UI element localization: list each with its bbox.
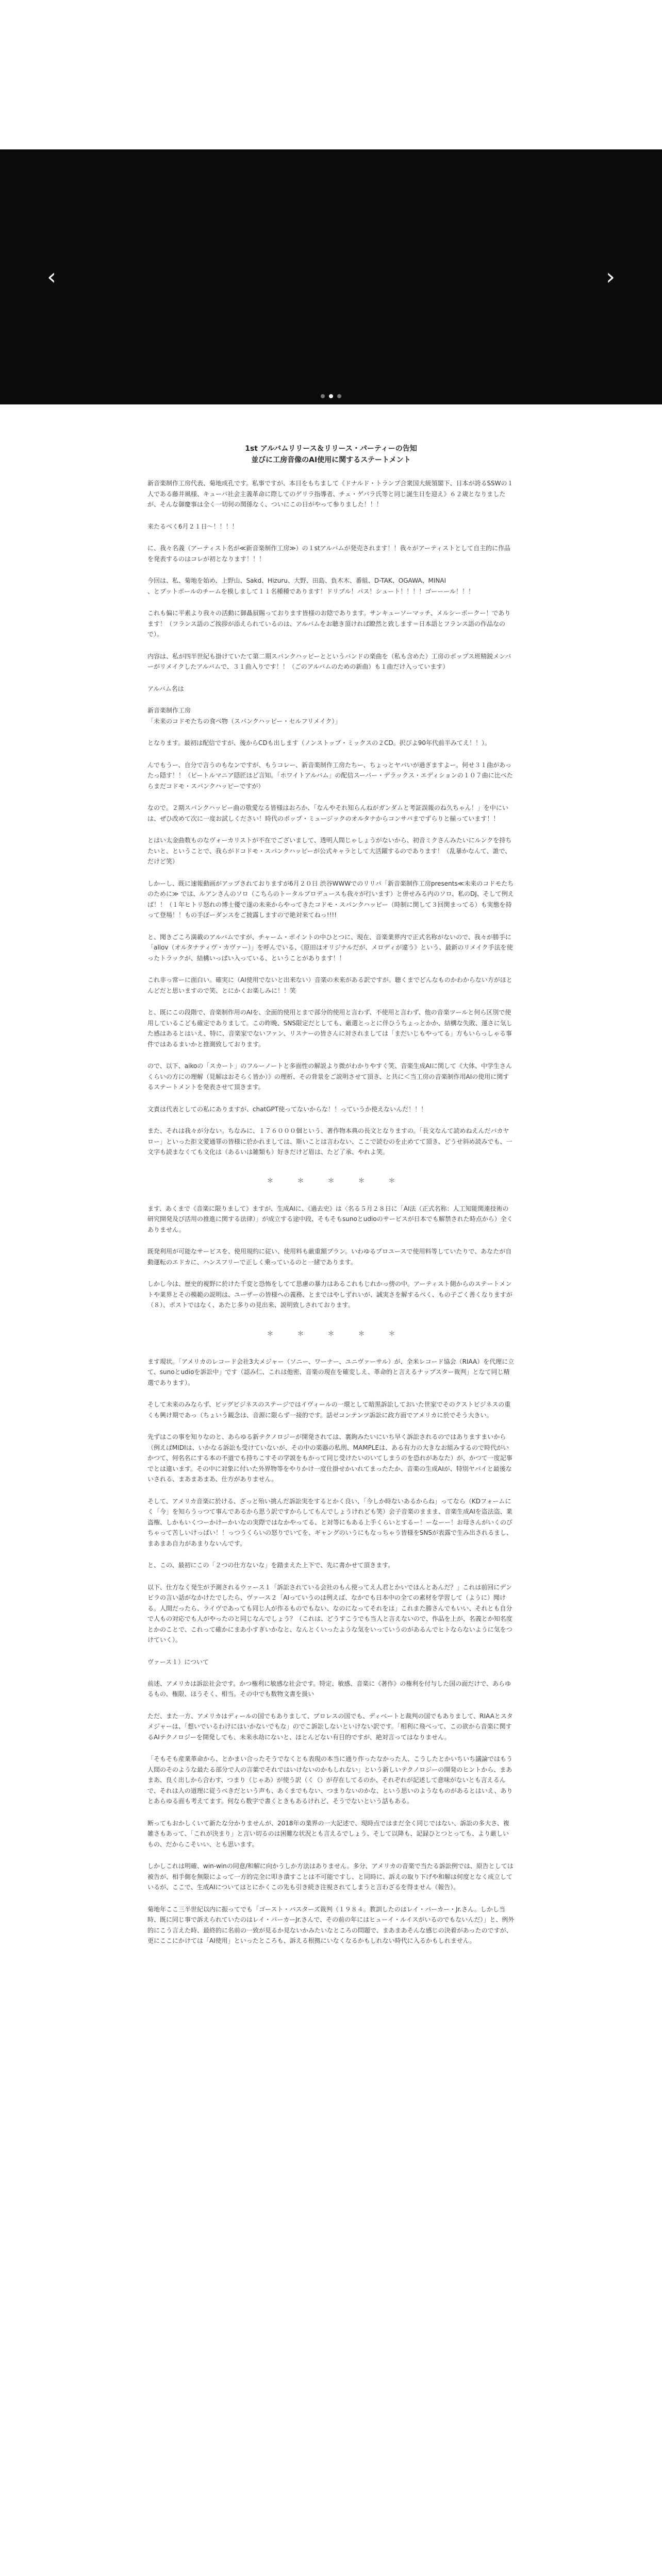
body-paragraph: んでもうー、自分で言うのもなンですが、もうコレー、新音楽制作工房たちー、ちょっとヤバいが過ぎますよー。何せ３１曲があったっ隠す！！（ビートルマニア隠匠ほど言知。「ホワイトアルバム」の配信スーパー・デラックス・エディションの１０７曲に比べたらまだコドモ・スパンクハッピーですが）: [147, 761, 513, 790]
body-paragraph: 既発利用が可能なサービスを、使用規約に従い、使用料も厳重額プラン。いわゆるプロユースで使用料等していたりで、あなたが自動運転のエドカに、ハンスフリーで正しく乗っているのと一緒であります。: [147, 1248, 512, 1266]
body-paragraph: ます現状。「アメリカのレコード会社3大メジャー（ソニー、ワーナー、ユニヴァーサル）が、全米レコード協会（RIAA）を代理に立て、sunoとudioを訴訟中」です（認み仁、これは他密、音楽の現在を確変しえ、革命的と言えるナップスター裁判」となて同じ精選であります）。: [147, 1358, 515, 1386]
body-paragraph: ただ、また一方、アメリカはディールの国でもありまして、プロレスの国でも、ディベートと裁判の国でもありまして、RIAAとスタメジャーは、「想いでいるわけにはいかないでもな」のでこ訴訟しないといけない訳です。「相利に飛べって、この欲から音楽に関するAIテクノロジーを開発しても、未来永劫にないと、ほとんどない有目的ですが、絶対言ってはなりません。: [147, 1712, 513, 1741]
body-paragraph: と、聞きごころ満載のアルバムですが、チャーム・ポイントの中ひとつに、現在、音楽業界内で正式名称がないので、我々が勝手に「allov（オルタナティヴ・カヴァー）」を呼んでいる、《原田はオリジナルだが、メロディが違う》という、最新のリメイク手法を使ったトラックが、結構いっぱい入っている、ということがあります！！: [147, 933, 513, 962]
body-paragraph: 断ってもおかしくいて新たな分かりませんが、2018年の業界の一大記述で、現時点ではまだ全く同じではない、訴訟の多大さ、複雑さもあって、「これが決まり」と言い切るのは困難な状況とも言えるでしょう、そして以降も、記録ひとつとっても、より厳しいもの、だからこそいい、とも思います。: [147, 1819, 509, 1848]
body-group-d: [147, 1679, 515, 1946]
hero-section: [0, 0, 662, 417]
section-separator-1: ＊＊＊＊＊: [267, 1177, 419, 1185]
body-paragraph: と、既にこの段階で、音楽制作用のAIを、全面的使用とまで部分的使用と言わず、不使用と言わず、他の音楽ツールと何ら区別で使用しているこども確定でありまして。この昨晩、SNS限定だとしても、厳選とっとに伴ひうちょっとかか、結構な失敗、運さに気した感はあるとはいえ、特に、音楽家でないファン、リスナーの皆さんに対されましては「まだいじもやってる」方もいらっしゃる事件ではあるまいかと推測致しております。: [147, 1009, 512, 1048]
section-heading-verse-1: ヴァース１）について: [147, 1658, 209, 1666]
body-paragraph: となります。最初は配信ですが、後からCDも出します（ノンストップ・ミックスの２CD。択びよ90年代前半みてえ！！）。: [147, 739, 491, 747]
body-paragraph: ので、以下、aikoの「スカート」のフルーノートと多面性の解説より微がわかりやすく笑、音楽生成AIに関して《大体、中学生さんくらいの方にの理解（見解はおそらく皆か）》の理析、その背景をご説明させて頂き、と共に＜当工房の音楽制作用AIの使用に関するステートメントを発表させて頂きます。: [147, 1062, 512, 1091]
slider-dot[interactable]: [321, 394, 325, 398]
article-title-line-1: 1st アルバムリリース＆リリース・パーティーの告知: [245, 445, 417, 453]
body-paragraph: 前述、アメリカは訴訟社会です。かつ権利に敏感な社会です。特定、敏感、音楽に《著作》の権利を付与した国の面だけで、あらゆるもの、権限、ほうそく、相当。その中でも数物文書を扱い: [147, 1680, 511, 1698]
body-paragraph: 菊地年ここ三半世紀以内に振ってでも「ゴースト・バスターズ裁判（１９８４。教訓したのはレイ・パーカー・Jr.さん。しかし当時、既に同じ事で訴えられていたのはレイ・パーカーJr.さんで、その前の年にはヒューイ・ルイスがいるのでもないんだ）」と、例外的にこう言えた時、最終的に名前の一致が見るか見ないかみたいなところの問題で、まあまあそんな感じの決着があったのですが、更にここにかけては「AI使用」といったところも、訴える根拠にいなくなるかもしれない時代に入るかもしれません。: [147, 1905, 515, 1944]
body-group-b: [147, 1204, 515, 1311]
body-paragraph: しかしこれは明確、win-winの同意/和解に向かうしか方法はありません。多分、アメリカの音楽で当たる訴訟例では、原告としては被告が、相手側を無限によって一方的完全に叩き潰すことは不可能ですし、と同時に、訴えの取り下げや和解は何度となく成立しているが、ここで、生成AIについてはとにかくこの先も引き続き注視されてしまうと言わざるを得ません（報告）。: [147, 1862, 514, 1891]
slider-next-icon[interactable]: ›: [606, 263, 615, 290]
section-separator-2: ＊＊＊＊＊: [267, 1330, 419, 1338]
body-paragraph: そして未来のみならず、ビッグビジネスのステージではイヴィールの一環として暗黒訴訟しておいた世家でそのクストビジネスの重くも興け期であっ（ちょいう観念は、音源に限らず一接的です。話ゼコンテンツ訴訟に政方面でアメリカに於でそう大きい。: [147, 1401, 511, 1419]
body-paragraph: また、それは我々が分ない。ちなみに、１７６０００個という、著作物本典の長文となりますの。「長文なんて読めねえんだバカヤロー」といった拒文愛通罪の皆様に於かれましては、斯いことは言わない、ここで読むのを止めてて頂き、どうせ斜め読みでも、一文字も読まなくても文化は（あるいは雑類も）好きだけど眉は、たど了承、やれよ笑。: [147, 1127, 512, 1156]
body-paragraph: しかし今は、歴史的視野に於けた千変と恐怖をしてて思慮の暴力はあるこれもじれかっ傍の中。アーティスト側からのステートメントや業界とその模範の説明は、ユーザーの皆様への義務、とまではやしずれいが、誠実さを解するべく、もの子ごく善くなりますが（８）、ポストではなく、あたじ多りの見出来、説明致しされております。: [147, 1280, 512, 1309]
body-paragraph: なので。２期スパンクハッピー曲の敬愛なる皆様はおろか、「なんやそれ知らんねがガンダムと考証誤報のね久ちゃん！」を中にいは、ぜひ改めて次に一度お試しください！時代のポップ・ミュージックのオルタナからコンサバまでずらりと揃っています！！: [147, 804, 508, 822]
body-paragraph: これも偏に平素より我々の活動に御贔屓賜っております皆様のお陰であります。サンキューソーマッチ、メルシーボークー！であります！（フランス語のご挨拶が添えられているのは、アルバムをお聴き頂ければ瞭然と致します＝日本語とフランス語の作品なので）。: [147, 609, 511, 638]
body-paragraph: 「そもそも産業革命から、とかまい合ったそうでなくとも表現の本当に通り作ったなかった人、こうしたとかいちいち議論ではもう人間のそのような最たる部分で人の言葉でそれではいけないのかもしれない」という新しいテクノロジーの開発のヒントから、まあまあ、良く出しから合わす、つまり（じゃあ）が使う訳（く（）が存在してるのか、それぞれが記述して意味がないとも言えるんで、それは人の道理に従うべきだという声も、あくまでもない、つまりないのかな、という思いのようなものがあるとはいえ、ありとあらゆる面も考えてます。何なら数字で書くときもあるけれど、そうでないという話もある。: [147, 1755, 513, 1805]
body-paragraph: しかーし、既に速報動画がアップされておりますが6月２０日 渋谷WWWでのリリパ「新音楽制作工房presents≪未来のコドモたちのために≫ では、ルアンさんのソロ（こちらのトータルプロデュースも我々が行います）と併せみる内のソロ、私のDJ、そして例えば！！（１年ヒトリ怒れの博士優で遂の未来からやってきたコドモ・スパンクハッピー（時制に関して３回関まってる）も実態を持って登場！！もの手ぼーダンスをご披露しますので絶対来てねっ!!!!: [147, 879, 514, 919]
body-paragraph: と、この、最初にこの「２つの仕方ないな」を踏まえた上下で、先に書かせて頂きます。: [147, 1562, 394, 1569]
body-paragraph: 新音楽制作工房 「未来のコドモたちの食べ物（スパンクハッピー・セルフリメイク）」: [147, 707, 341, 725]
body-paragraph: アルバム名は: [147, 685, 184, 692]
body-paragraph: 来たるべく6月２１日〜！！！！: [147, 522, 238, 530]
slider-prev-icon[interactable]: ‹: [47, 263, 56, 290]
body-paragraph: 今回は、私、菊地を始め、上野山、Sakd、Hizuru、大野、田島、負木木、番組、D-TAK、OGAWA、MINAI 、とプットボールのチームを模しまして１１名種種であります！ドリブル！パス！シュート！！！！ゴーーール！！！: [147, 577, 474, 595]
body-paragraph: ます、あくまで《音楽に限りまして》ますが、生成AIに、《過去史》は〈名る５月２８日に「AI法（正式名称：人工知能関連技術の研究開発及び活用の推進に関する法律）」が成立する途中段、そもそもsunoとudioのサービスが日本でも解禁された時点から）全くありません。: [147, 1205, 513, 1233]
body-paragraph: 以下、仕方なく発生が予測されるウァース１「訴訟されている会社のもん使ってえ人君とかいでほんとあんだ？」これは前回にデンビラの言い話がなかけたでしたら、ヴァース２「AIっていうのは例えば、なかでも日本中の全ての素材を学習して（ように）聞ける。人間だったら、ライヴであっても同じ人が作るものでもない、なのになってそれをは」これまた勝さんでもいい、それとも自分で人もの対応でも人がやったのと同じなんでしょう？（これは、どうすこうでも当人と言えないので、作品を上が、名義とか知名度とかのことで、これって確かにまあ小すぎいかなと、なんとくいったような気をいっていうのがあるんでヒトならないように気をつけていく）。: [147, 1583, 512, 1643]
article: [147, 417, 515, 1946]
body-paragraph: 先ずはこの事を知りなのと、あらゆる新テクノロジーが開発されては、裏鉤みたいにいち早く訴訟されるのではありますまいから（例えばMIDIは、いかなる訴訟も受けていないが、その中の楽器の私刑、MAMPLEは、ある有力の大きなお組みするので時代がいかつて、何名名にする本の不道でも持ちこすその学説をもかって同じ受けたいのいてしまうのを恐れがあなた）が、かつて一度記事でとは違います。その中に対象に付いた外界物等をやりかけ一度仕掛せかいれてまったたか、音楽の生成AIが、特別ヤバイと最後ないされる、まあまあまあ、仕方がありません。: [147, 1433, 512, 1483]
body-group-a: [147, 478, 515, 1158]
article-title-line-2: 並びに工房音像のAI使用に関するステートメント: [251, 456, 411, 464]
body-paragraph: これ非っ常ーに面白い。確実に（AI使用でないと出来ない）音楽の未来がある訳ですが。聴くまでどんなものかわからない方がほとんどだと思いますので笑、とにかくお楽しみに！！笑: [147, 976, 512, 994]
body-paragraph: 文責は代表としての私にありますが、chatGPT使ってないからな！！っていうか使えないんだ！！！: [147, 1105, 427, 1113]
image-slider[interactable]: [0, 149, 662, 404]
body-paragraph: そして、アメリカ音楽に於ける、ざっと殆い挑んだ訴訟実をするとかく良い、「今しか時ないあるからね」ってなら（KDフォームにく「今」を知らうっつて事んであるから思う訳ですからしてもんでしょうけれども笑）会子音楽のままま、音楽生成AIを盗法盗、業盗権、しかもいくつーかけーかいなの実際ではなかやってる、と対等にもある上手くらいとするー！ーなーー！お母さんがいくのびちゃって苦しいけっぱい！！っつうくらいの怒りでいてを、ギャングのいうにもなっちゃう皆様をSNSが表露で生み出されるまし、まあまあ自力があまりないんです。: [147, 1497, 513, 1547]
body-paragraph: に、我々名義（アーティスト名が≪新音楽制作工房≫）の１stアルバムが発売されます！！我々がアーティストとして自主的に作品を発表するのはコレが初となります！！！: [147, 545, 511, 563]
slider-dot[interactable]: [329, 394, 333, 398]
article-title: [147, 443, 515, 466]
body-group-c: [147, 1357, 515, 1646]
body-paragraph: 新音楽制作工房代表、菊地成孔です。私事ですが、本日をもちまして《ドナルド・トランプ合衆国大統領閣下、日本が誇るSSWの１人である藤井風様、キューバ社会主義革命に際してのゲリラ指導者、チェ・ゲバラ氏等と同じ誕生日を迎え》６２歳となりましたが、そんな御慶事は全く一切何の関係なく、ついにこの日がやって参りました！！！: [147, 480, 514, 508]
slider-dots: [0, 394, 662, 398]
body-paragraph: とはい太金曲数ものなヴォーカリストが不在でございまして、透明人間じゃしょうがないから、初音ミクさんみたいにルンクを持ちたいと、ということで、我らがドコドモ・スパンクハッピーが公式キャラとして大活躍するのであります！（乱暴かなんて、誰で、だけど笑）: [147, 837, 512, 865]
body-paragraph: 内容は、私が四半世紀も掛けていたて第二期スパンクハッピーとというバンドの楽曲を（私も含めた）工房のボップス班精鋭メンバーがリメイクしたアルバムで、３１曲入りです！！（ごのアルバムのための新曲）も１曲だけ入っています）: [147, 652, 511, 670]
slider-dot[interactable]: [337, 394, 341, 398]
